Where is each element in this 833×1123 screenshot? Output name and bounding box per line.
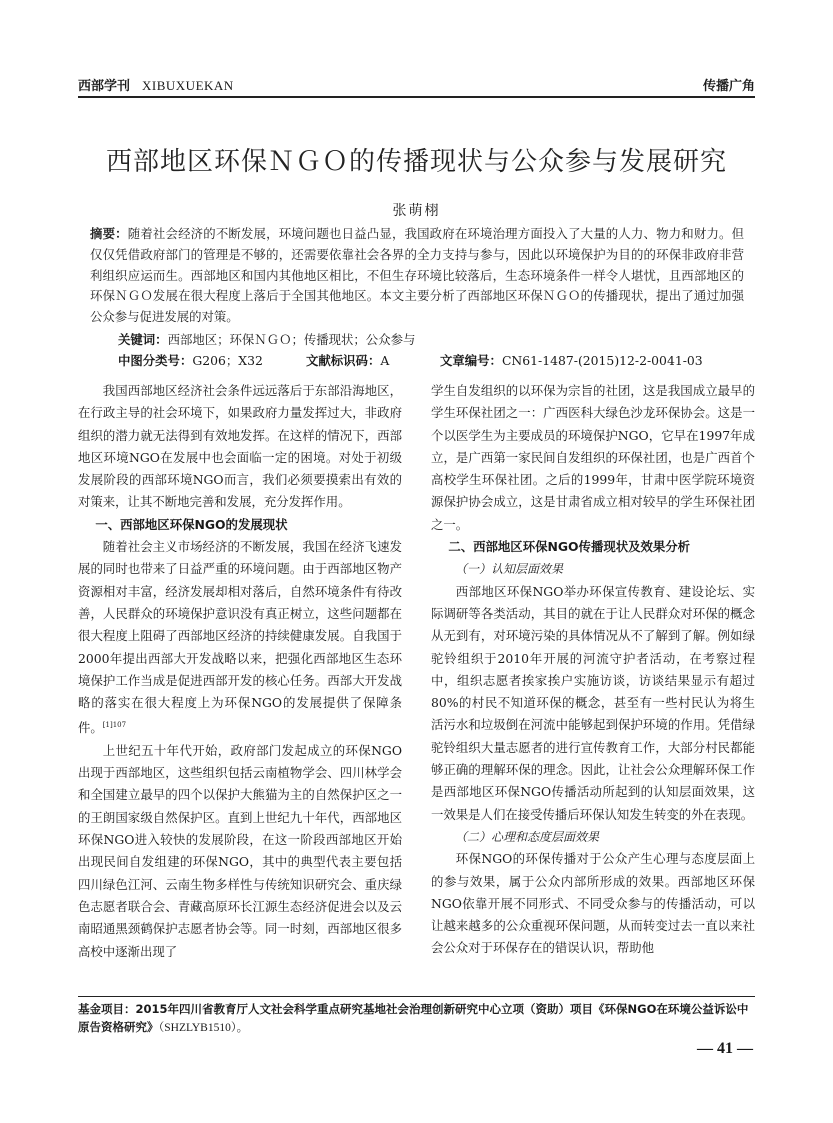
clc-field (118, 351, 263, 369)
footnote-label: 基金项目： (78, 1002, 136, 1016)
citation: [1]107 (102, 721, 127, 730)
footnote-divider (78, 996, 755, 997)
article-title: 西部地区环保ＮＧＯ的传播现状与公众参与发展研究 (105, 147, 727, 177)
left-column (78, 380, 402, 963)
journal-name (78, 75, 234, 94)
running-header (78, 72, 755, 98)
paragraph: 上世纪五十年代开始，政府部门发起成立的环保NGO出现于西部地区，这些组织包括云南植物学会、四川林学会和全国建立最早的四个以保护大熊猫为主的自然保护区之一的王朗国家级自然保护区。直到上世纪九十年代，西部地区环保NGO进入较快的发展阶段，在这一阶段西部地区开始出现民间自发组建的环保NGO，其中的典型代表主要包括四川绿色江河、云南生物多样性与传统知识研究会、重庆绿色志愿者联合会、青藏高原环长江源生态经济促进会以及云南昭通黑颈鹤保护志愿者协会等。同一时刻，西部地区很多高校中逐渐出现了 (78, 742, 402, 959)
journal-name-en: XIBUXUEKAN (142, 78, 234, 93)
author-name: 张萌栩 (392, 203, 441, 219)
paragraph-text: 随着社会主义市场经济的不断发展，我国在经济飞速发展的同时也带来了日益严重的环境问题。由于西部地区物产资源相对丰富，经济发展却相对落后，自然环境条件有待改善，人民群众的环境保护意识没有真正树立，这些问题都在很大程度上阻碍了西部地区经济的持续健康发展。自我国于2000年提出西部大开发战略以来，把强化西部地区生态环境保护工作当成是促进西部开发的核心任务。西部大开发战略的落实在很大程度上为环保NGO的发展提供了保障条件。 (78, 539, 402, 736)
doc-code-value: A (380, 353, 390, 368)
article-number-value: CN61-1487-(2015)12-2-0041-03 (501, 353, 703, 368)
clc-value: G206；X32 (192, 353, 263, 368)
article-number-label: 文章编号： (440, 353, 502, 368)
journal-name-cn: 西部学刊 (78, 79, 131, 94)
abstract (90, 224, 744, 328)
clc-label: 中图分类号： (118, 353, 193, 368)
keywords-text: 西部地区；环保ＮＧＯ；传播现状；公众参与 (167, 332, 416, 347)
paragraph: 西部地区环保NGO举办环保宣传教育、建设论坛、实际调研等各类活动，其目的就在于让人民群众对环保的概念从无到有，对环境污染的具体情况从不了解到了解。例如绿驼铃组织于2010年开展的河流守护者活动，在考察过程中，组织志愿者挨家挨户实施访谈，访谈结果显示有超过80%的村民不知道环保的概念，甚至有一些村民认为将生活污水和垃圾倒在河流中能够起到保护环境的作用。凭借绿驼铃组织大量志愿者的进行宣传教育工作，大部分村民都能够正确的理解环保的理念。因此，让社会公众理解环保工作是西部地区环保NGO传播活动所起到的认知层面效果，这一效果是人们在接受传播后环保认知发生转变的外在表现。 (431, 583, 755, 822)
subsection-heading: （二）心理和态度层面效果 (455, 829, 600, 844)
keywords (118, 330, 415, 348)
right-column (431, 380, 755, 960)
footnote-text: 2015年四川省教育厅人文社会科学重点研究基地社会治理创新研究中心立项（资助）项目《环保NGO在环境公益诉讼中原告资格研究》 (78, 1002, 749, 1034)
footnote-code: （SHZLYB1510）。 (158, 1021, 249, 1034)
article-number-field (440, 351, 703, 369)
doc-code-label: 文献标识码： (306, 353, 381, 368)
paragraph (78, 536, 402, 740)
paragraph: 我国西部地区经济社会条件远远落后于东部沿海地区，在行政主导的社会环境下，如果政府力量发挥过大，非政府组织的潜力就无法得到有效地发挥。在这样的情况下，西部地区环境NGO在发展中也会面临一定的困境。对处于初级发展阶段的西部环境NGO而言，我们必须要摸索出有效的对策来，让其不断地完善和发展，充分发挥作用。 (78, 383, 402, 510)
section-name: 传播广角 (702, 79, 755, 94)
footnote (78, 1001, 755, 1037)
page-number: — 41 — (697, 1040, 753, 1057)
subsection-heading: （一）认知层面效果 (455, 562, 564, 577)
paragraph: 环保NGO的环保传播对于公众产生心理与态度层面上的参与效果，属于公众内部所形成的效果。西部地区环保NGO依靠开展不同形式、不同受众参与的传播活动，可以让越来越多的公众重视环保问题，从而转变过去一直以来社会公众对于环保存在的错误认识，帮助他 (431, 851, 755, 956)
abstract-label: 摘要： (90, 226, 128, 241)
doc-code-field (306, 351, 389, 369)
section-heading: 二、西部地区环保NGO传播现状及效果分析 (448, 539, 691, 555)
abstract-text: 随着社会经济的不断发展，环境问题也日益凸显，我国政府在环境治理方面投入了大量的人力、物力和财力。但仅仅凭借政府部门的管理是不够的，还需要依靠社会各界的全力支持与参与，因此以环境保护为目的的环保非政府非营利组织应运而生。西部地区和国内其他地区相比，不但生存环境比较落后，生态环境条件一样令人堪忧，且西部地区的环保ＮＧＯ发展在很大程度上落后于全国其他地区。本文主要分析了西部地区环保ＮＧＯ的传播现状，提出了通过加强公众参与促进发展的对策。 (90, 226, 745, 325)
section-heading: 一、西部地区环保NGO的发展现状 (95, 516, 288, 532)
paragraph: 学生自发组织的以环保为宗旨的社团，这是我国成立最早的学生环保社团之一：广西医科大绿色沙龙环保协会。这是一个以医学生为主要成员的环境保护NGO，它早在1997年成立，是广西第一家民间自发组织的环保社团，也是广西首个高校学生环保社团。之后的1999年，甘肃中医学院环境资源保护协会成立，这是甘肃省成立相对较早的学生环保社团之一。 (431, 383, 755, 532)
keywords-label: 关键词： (118, 332, 168, 347)
